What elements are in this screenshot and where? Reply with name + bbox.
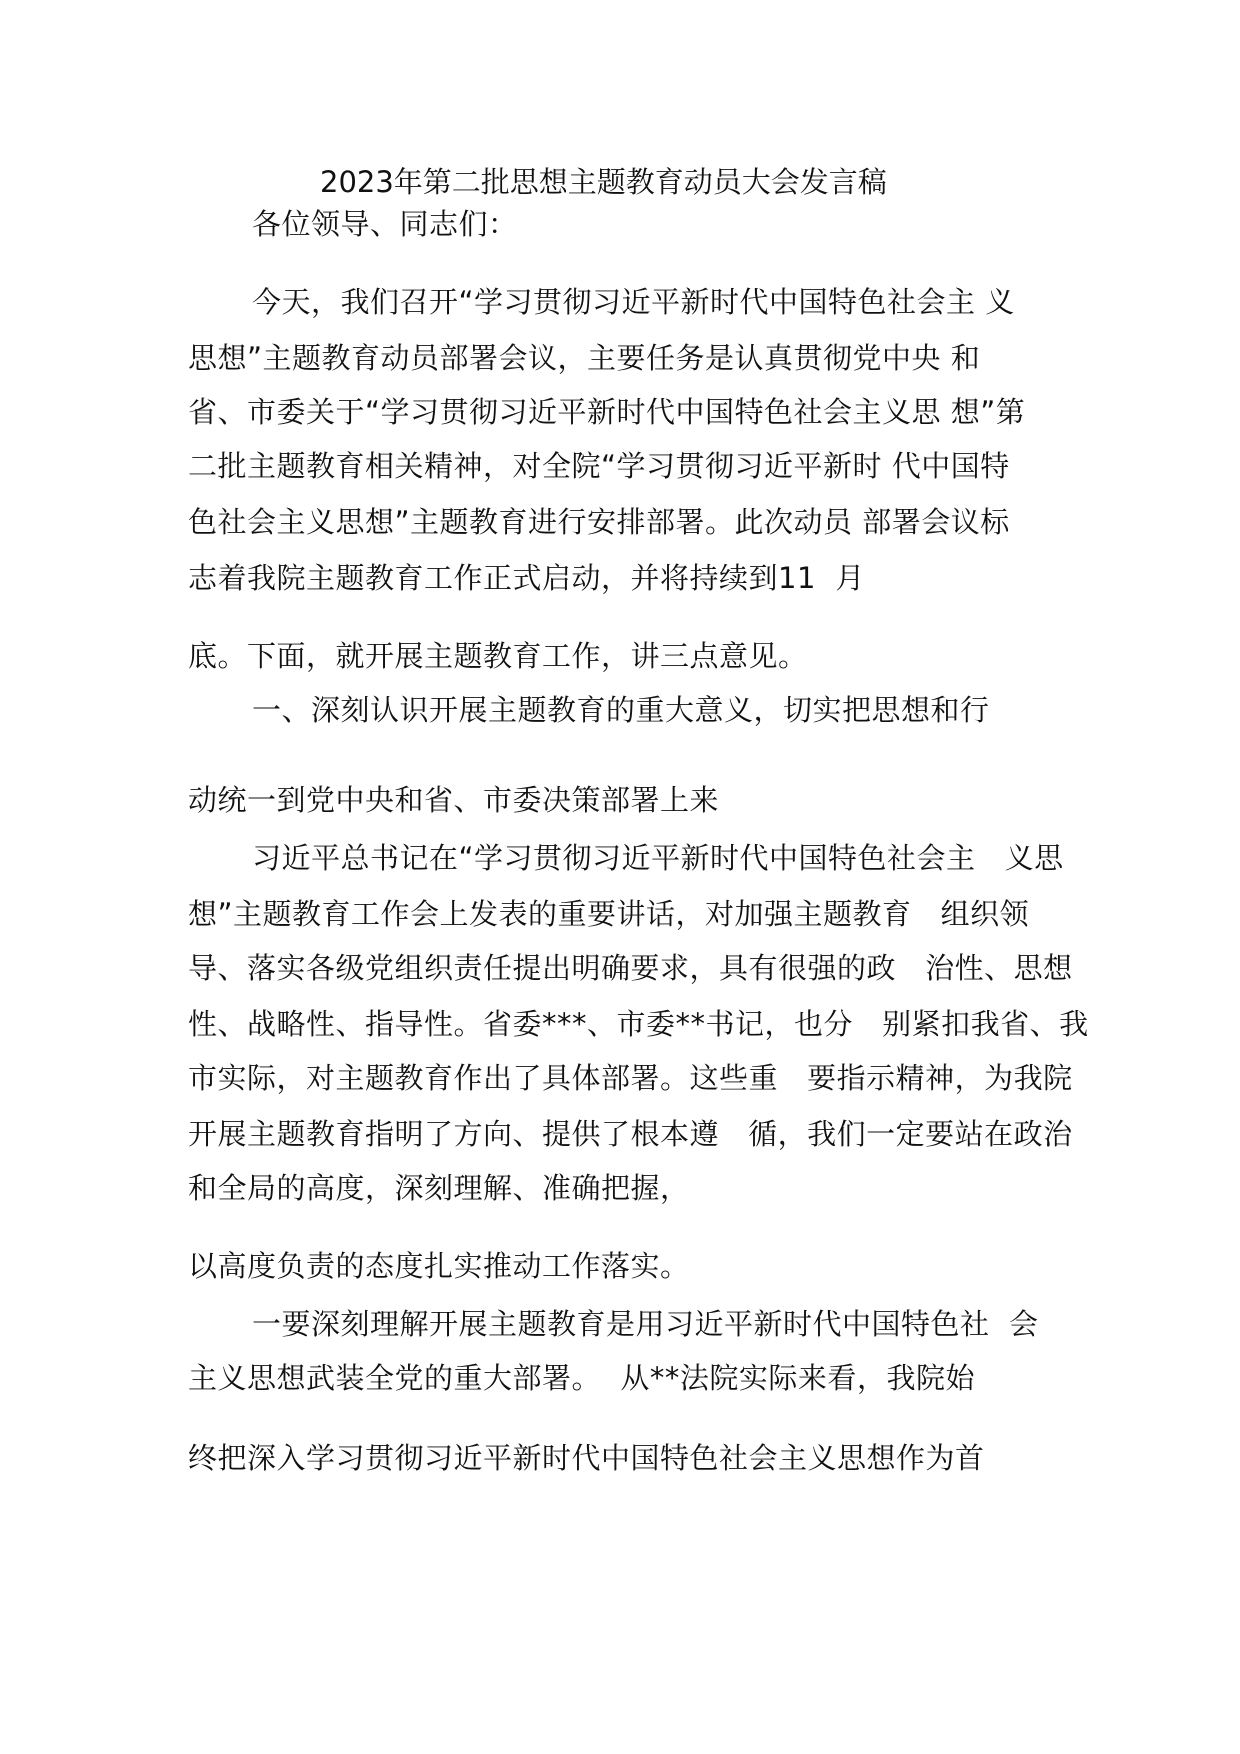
paragraph-line: 主义思想武装全党的重大部署。 从**法院实际来看，我院始 bbox=[188, 1361, 975, 1395]
paragraph-line: 终把深入学习贯彻习近平新时代中国特色社会主义思想作为首 bbox=[188, 1441, 985, 1475]
document-title: 2023年第二批思想主题教育动员大会发言稿 bbox=[320, 165, 887, 199]
paragraph-line: 一要深刻理解开展主题教育是用习近平新时代中国特色社 会 bbox=[252, 1307, 1039, 1341]
salutation-line: 各位领导、同志们： bbox=[252, 207, 518, 241]
paragraph-line: 志着我院主题教育工作正式启动，并将持续到11 月 bbox=[188, 561, 865, 595]
paragraph-line: 以高度负责的态度扎实推动工作落实。 bbox=[188, 1249, 690, 1283]
paragraph-line: 习近平总书记在“学习贯彻习近平新时代中国特色社会主 义思 bbox=[252, 841, 1064, 875]
paragraph-line: 二批主题教育相关精神，对全院“学习贯彻习近平新时 代中国特 bbox=[188, 449, 1010, 483]
paragraph-line: 开展主题教育指明了方向、提供了根本遵 循，我们一定要站在政治 bbox=[188, 1117, 1073, 1151]
paragraph-line: 性、战略性、指导性。省委***、市委**书记，也分 别紧扣我省、我 bbox=[188, 1007, 1089, 1041]
paragraph-line: 今天，我们召开“学习贯彻习近平新时代中国特色社会主 义 bbox=[252, 285, 1015, 319]
paragraph-line: 和全局的高度，深刻理解、准确把握， bbox=[188, 1171, 690, 1205]
paragraph-line: 色社会主义思想”主题教育进行安排部署。此次动员 部署会议标 bbox=[188, 505, 1010, 539]
paragraph-line: 底。下面，就开展主题教育工作，讲三点意见。 bbox=[188, 639, 808, 673]
section-heading-line: 一、深刻认识开展主题教育的重大意义，切实把思想和行 bbox=[252, 693, 990, 727]
paragraph-line: 想”主题教育工作会上发表的重要讲话，对加强主题教育 组织领 bbox=[188, 897, 1030, 931]
paragraph-line: 导、落实各级党组织责任提出明确要求，具有很强的政 治性、思想 bbox=[188, 951, 1073, 985]
paragraph-line: 市实际，对主题教育作出了具体部署。这些重 要指示精神，为我院 bbox=[188, 1061, 1073, 1095]
paragraph-line: 思想”主题教育动员部署会议，主要任务是认真贯彻党中央 和 bbox=[188, 341, 981, 375]
paragraph-line: 省、市委关于“学习贯彻习近平新时代中国特色社会主义思 想”第 bbox=[188, 395, 1026, 429]
section-heading-line: 动统一到党中央和省、市委决策部署上来 bbox=[188, 783, 720, 817]
